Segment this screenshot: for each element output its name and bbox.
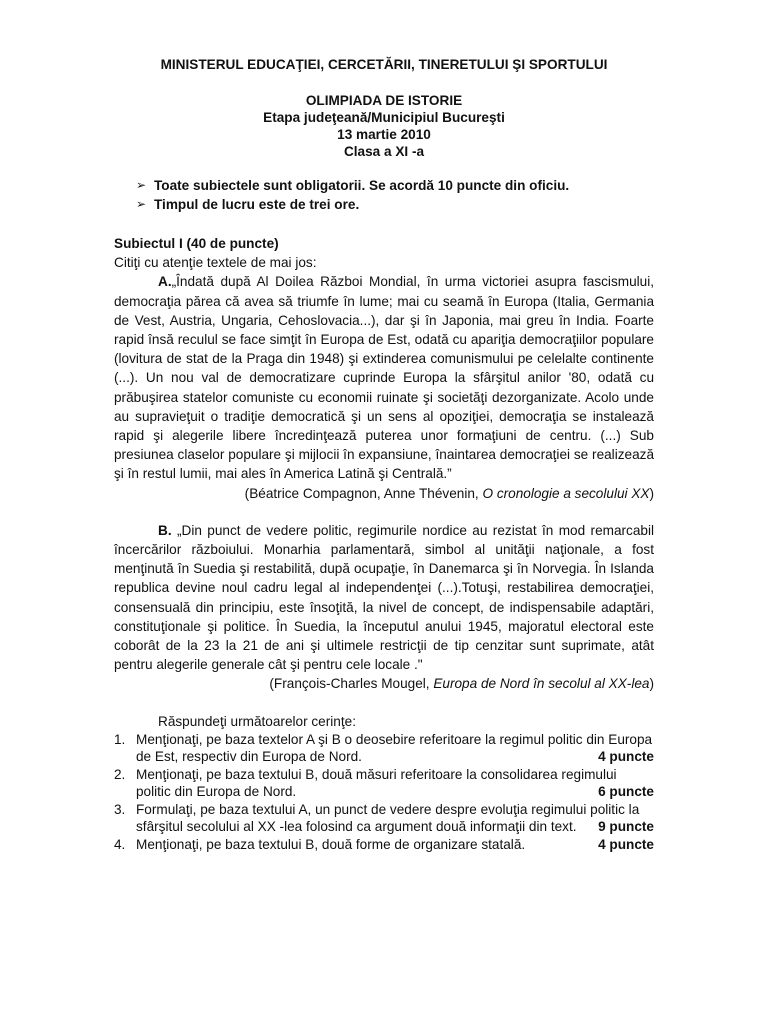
requirement-points: 9 puncte (598, 819, 654, 835)
ministry-heading: MINISTERUL EDUCAŢIEI, CERCETĂRII, TINERETULUI ŞI SPORTULUI (160, 57, 608, 72)
requirement-text: Formulaţi, pe baza textului A, un punct de vedere despre evoluţia regimului politic la sfârşitul secolului al XX -lea folosind ca argument două informaţii din text. (136, 801, 640, 835)
text-a-cite-authors: (Béatrice Compagnon, Anne Thévenin, (244, 485, 483, 501)
requirement-item (114, 836, 654, 854)
instruction-item (136, 176, 654, 195)
spacer (114, 503, 654, 521)
text-a-label: A. (158, 274, 172, 290)
text-a-cite-title: O cronologie a secolului XX (482, 485, 650, 501)
requirements-intro: Răspundeţi următoarelor cerinţe: (158, 713, 356, 729)
class-line: Clasa a XI -a (343, 144, 425, 160)
instructions-list (136, 176, 654, 214)
requirement-points: 4 puncte (598, 749, 654, 765)
spacer (114, 694, 654, 712)
instruction-item (136, 195, 654, 214)
requirement-item (114, 731, 654, 766)
text-b-cite-title: Europa de Nord în secolul al XX-lea (433, 676, 650, 692)
requirement-number: 1. (114, 731, 126, 747)
text-b-cite-authors: (François-Charles Mougel, (269, 676, 434, 692)
text-b-citation (114, 674, 654, 693)
text-b-body: „Din punct de vedere politic, regimurile nordice au rezistat în mod remarcabil încercărilor războiului. Monarhia parlamentară, simbol al unităţii naţionale, a fost menţinută în Suedia şi restabilită, după ocupaţie, în Danemarca şi în Norvegia. În Islanda republica devine noul cadru legal al independenţei (...).Totuşi, restabilirea democraţiei, consensuală din principiu, este însoţită, la nivel de concept, de indispensabile adaptări, constituţionale şi politice. În Suedia, la începutul anului 1945, majoratul electoral este coborât de la 23 la 21 de ani şi ultimele restricţii de tip cenzitar sunt suprimate, atât pentru alegerile generale cât şi pentru cele locale ." (114, 522, 655, 673)
requirement-points: 4 puncte (598, 836, 654, 852)
subject-title: Subiectul I (40 de puncte) (114, 236, 279, 252)
text-b-paragraph (114, 521, 654, 675)
stage-line: Etapa judeţeană/Municipiul Bucureşti (263, 110, 505, 126)
requirements-list (114, 731, 654, 854)
arrow-bullet-icon: ➢ (136, 178, 147, 193)
instruction-text: Toate subiectele sunt obligatorii. Se acordă 10 puncte din oficiu. (154, 178, 570, 194)
requirement-item (114, 801, 654, 836)
instruction-text: Timpul de lucru este de trei ore. (154, 197, 360, 213)
text-a-paragraph (114, 272, 654, 483)
text-a-cite-end: ) (649, 485, 654, 501)
requirement-text: Menţionaţi, pe baza textului B, două forme de organizare statală. (136, 836, 526, 852)
text-b-label: B. (158, 522, 172, 538)
exam-date: 13 martie 2010 (337, 127, 431, 143)
requirement-points: 6 puncte (598, 784, 654, 800)
requirement-number: 4. (114, 836, 126, 852)
requirement-item (114, 766, 654, 801)
text-b-cite-end: ) (649, 676, 654, 692)
document-body (114, 55, 654, 853)
requirement-number: 2. (114, 766, 126, 782)
requirement-text: Menţionaţi, pe baza textelor A şi B o deosebire referitoare la regimul politic din Europa de Est, respectiv din Europa de Nord. (136, 731, 653, 765)
text-a-body: „Îndată după Al Doilea Război Mondial, în urma victoriei asupra fascismului, democraţia părea că avea să triumfe în lume; mai cu seamă în Europa (Italia, Germania de Vest, Austria, Ungaria, Cehoslovacia...), dar şi în Japonia, mai greu în India. Foarte rapid însă reculul se face simţit în Europa de Est, odată cu apariţia democraţiilor populare (lovitura de stat de la Praga din 1948) şi extinderea comunismului pe celelalte continente (...). Un nou val de democratizare cuprinde Europa la sfârşitul anilor '80, odată cu prăbuşirea statelor comuniste cu economii ruinate şi societăţi dezorganizate. Acolo unde au supravieţuit o tradiţie democratică şi un sens al opoziţiei, democraţia se instalează rapid şi alegerile libere încredinţează puterea unor formaţiuni de centru. (...) Sub presiunea claselor populare şi mijlocii în expansiune, înaintarea democraţiei se realizează şi în restul lumii, mai ales în America Latină şi Centrală.” (114, 274, 654, 482)
requirement-number: 3. (114, 801, 126, 817)
subject-intro: Citiţi cu atenţie textele de mai jos: (114, 255, 317, 271)
olympiad-title: OLIMPIADA DE ISTORIE (305, 93, 463, 109)
requirement-text: Menţionaţi, pe baza textului B, două măsuri referitoare la consolidarea regimului politic din Europa de Nord. (136, 766, 617, 800)
arrow-bullet-icon: ➢ (136, 197, 147, 212)
text-a-citation (114, 484, 654, 503)
